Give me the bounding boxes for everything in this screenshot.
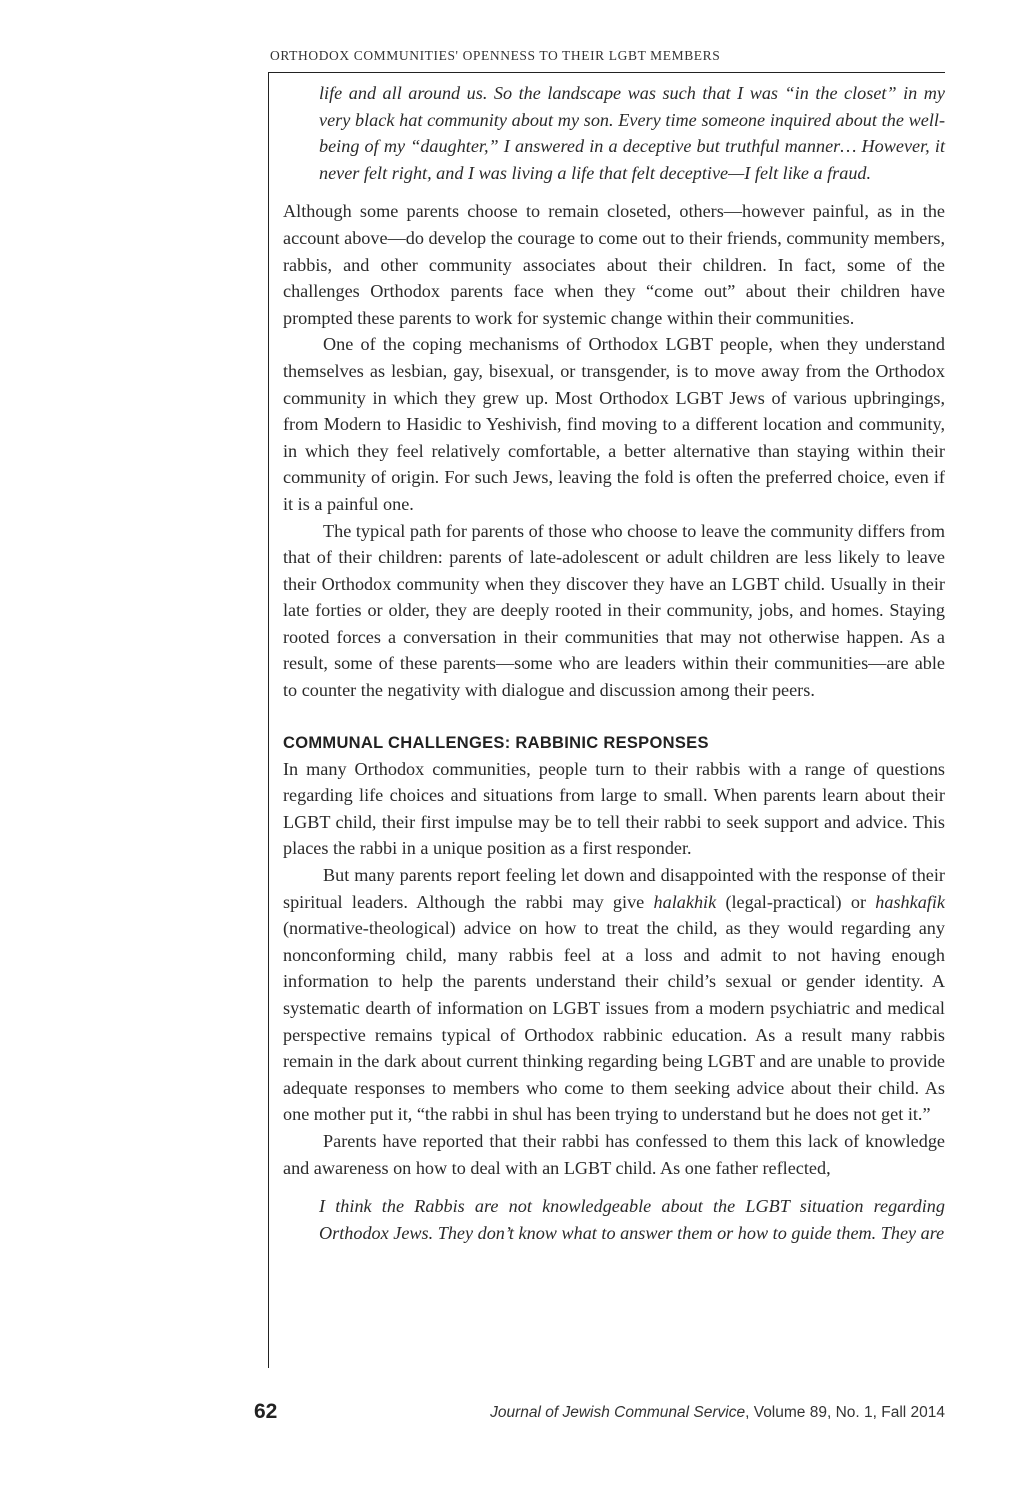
- block-quote-top: life and all around us. So the landscape was such that I was “in the closet” in my very black hat community about my son. Every time someone inquired about the well-being of my “daughter,” I answered in a deceptive but truthful manner… However, it never felt right, and I was living a life that felt deceptive—I felt like a fraud.: [319, 83, 945, 183]
- header-rule: [268, 72, 945, 73]
- para2-text-after: (normative-theological) advice on how to treat the child, as they would regarding any nonconforming child, many rabbis feel at a loss and admit to not having enough information to help the parents understand their child’s sexual or gender identity. A systematic dearth of information on LGBT issues from a modern psychiatric and medical perspective remains typical of Orthodox rabbinic education. As a result many rabbis remain in the dark about current thinking regarding being LGBT and are unable to provide adequate responses to members who come to them seeking advice about their child. As one mother put it, “the rabbi in shul has been trying to understand but he does not get it.”: [283, 918, 945, 1125]
- journal-citation: [490, 1404, 945, 1422]
- body-paragraph-2: One of the coping mechanisms of Orthodox LGBT people, when they understand themselves as lesbian, gay, bisexual, or transgender, is to move away from the Orthodox community in which they grew up. Most Orthodox LGBT Jews of various upbringings, from Modern to Hasidic to Yeshivish, find moving to a different location and community, in which they feel relatively comfortable, a better alternative than staying within their community of origin. For such Jews, leaving the fold is often the preferred choice, even if it is a painful one.: [283, 334, 945, 514]
- para2-text-mid: (legal-practical) or: [716, 891, 876, 912]
- journal-name: Journal of Jewish Communal Service: [490, 1404, 746, 1421]
- section-heading: COMMUNAL CHALLENGES: RABBINIC RESPONSES: [283, 733, 709, 752]
- section-paragraph-2: [283, 862, 945, 1128]
- page-number: 62: [254, 1400, 278, 1423]
- body-paragraph-1: Although some parents choose to remain closeted, others—however painful, as in the account above—do develop the courage to come out to their friends, community members, rabbis, and other community associates about their children. In fact, some of the challenges Orthodox parents face when they “come out” about their children have prompted these parents to work for systemic change within their communities.: [283, 201, 945, 328]
- journal-issue: , Volume 89, No. 1, Fall 2014: [745, 1404, 945, 1421]
- term-hashkafik: hashkafik: [875, 891, 945, 912]
- block-quote-bottom: I think the Rabbis are not knowledgeable about the LGBT situation regarding Orthodox Jews. They don’t know what to answer them or how to guide them. They are: [319, 1196, 945, 1243]
- margin-rule: [268, 72, 269, 1368]
- running-head: ORTHODOX COMMUNITIES' OPENNESS TO THEIR LGBT MEMBERS: [270, 48, 721, 63]
- para2-text-before: But many parents report feeling let down and disappointed with the response of their spiritual leaders. Although the rabbi may give: [283, 865, 945, 912]
- article-body: [283, 80, 945, 1246]
- body-paragraph-3: The typical path for parents of those who choose to leave the community differs from that of their children: parents of late-adolescent or adult children are less likely to leave their Orthodox community when they discover they have an LGBT child. Usually in their late forties or older, they are deeply rooted in their community, jobs, and homes. Staying rooted forces a conversation in their communities that may not otherwise happen. As a result, some of these parents—some who are leaders within their communities—are able to counter the negativity with dialogue and discussion among their peers.: [283, 520, 945, 701]
- section-paragraph-1: In many Orthodox communities, people turn to their rabbis with a range of questions regarding life choices and situations from large to small. When parents learn about their LGBT child, their first impulse may be to tell their rabbi to seek support and advice. This places the rabbi in a unique position as a first responder.: [283, 758, 945, 859]
- term-halakhik: halakhik: [653, 891, 717, 912]
- section-paragraph-3: Parents have reported that their rabbi has confessed to them this lack of knowledge and awareness on how to deal with an LGBT child. As one father reflected,: [283, 1130, 945, 1178]
